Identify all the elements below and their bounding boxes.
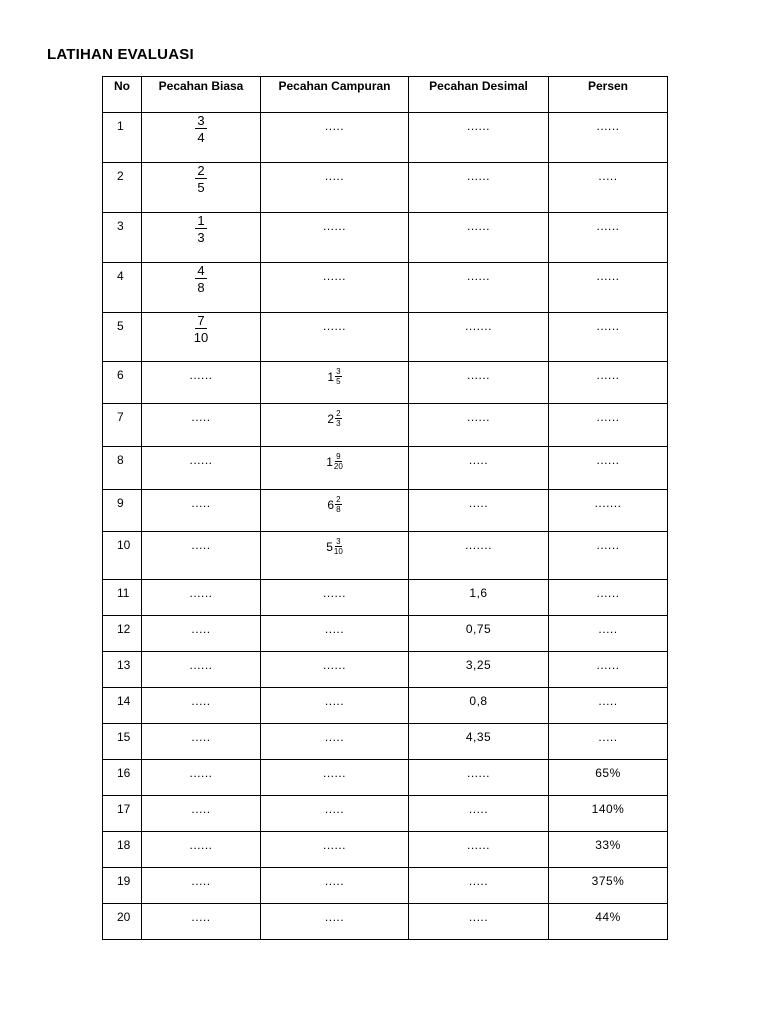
cell-value: ...... [596,658,620,672]
cell-value: ..... [598,694,618,708]
cell-value: 3,25 [465,658,492,672]
fraction-numerator: 2 [336,409,341,418]
cell-no: 19 [103,868,142,904]
cell-desimal [409,263,549,313]
cell-no: 14 [103,688,142,724]
cell-value: ...... [466,368,490,382]
cell-value: ...... [189,586,213,600]
cell-persen [549,688,668,724]
cell-persen [549,580,668,616]
cell-persen [549,616,668,652]
cell-value: 44% [595,910,621,924]
fraction-denominator: 10 [193,330,209,345]
cell-no: 11 [103,580,142,616]
cell-no: 1 [103,113,142,163]
cell-value: ...... [189,658,213,672]
table-row [103,580,668,616]
cell-value: ...... [596,410,620,424]
cell-persen [549,652,668,688]
table-row [103,263,668,313]
table-row [103,616,668,652]
cell-value: ..... [324,874,345,888]
table-row [103,724,668,760]
cell-desimal [409,362,549,404]
cell-persen [549,213,668,263]
cell-campuran [261,580,409,616]
table-row [103,163,668,213]
cell-campuran [261,490,409,532]
cell-value: ..... [598,730,618,744]
cell-no: 15 [103,724,142,760]
cell-biasa [142,263,261,313]
cell-campuran [261,760,409,796]
cell-desimal [409,163,549,213]
table-row [103,313,668,362]
cell-no: 5 [103,313,142,362]
cell-value: ..... [191,802,211,816]
header-pecahan-desimal: Pecahan Desimal [409,77,549,113]
cell-value: 140% [591,802,625,816]
cell-value: ...... [466,269,490,283]
cell-persen [549,362,668,404]
cell-persen [549,532,668,580]
cell-value: ..... [598,169,618,183]
cell-campuran [261,796,409,832]
cell-value: ..... [324,730,345,744]
fraction-numerator: 2 [197,163,205,178]
cell-desimal [409,760,549,796]
cell-campuran [261,362,409,404]
mixed-fraction [326,453,343,471]
cell-no: 6 [103,362,142,404]
cell-desimal [409,832,549,868]
cell-value: ....... [594,496,622,510]
cell-no: 8 [103,447,142,490]
mixed-fraction [327,410,341,428]
cell-desimal [409,580,549,616]
cell-persen [549,113,668,163]
table-row [103,688,668,724]
cell-campuran [261,832,409,868]
cell-persen [549,313,668,362]
cell-desimal [409,868,549,904]
cell-value: ...... [322,219,346,233]
table-row [103,760,668,796]
cell-desimal [409,652,549,688]
header-pecahan-biasa: Pecahan Biasa [142,77,261,113]
cell-value: ..... [324,119,345,133]
cell-biasa [142,760,261,796]
cell-value: ..... [468,874,489,888]
mixed-whole: 1 [326,455,333,469]
fraction [334,538,343,556]
cell-campuran [261,113,409,163]
fraction [335,496,341,514]
cell-biasa [142,580,261,616]
cell-value: ...... [466,838,490,852]
cell-value: ..... [191,538,211,552]
cell-desimal [409,724,549,760]
cell-value: ..... [324,802,345,816]
table-row [103,362,668,404]
cell-value: ..... [191,694,211,708]
cell-biasa [142,904,261,940]
cell-value: ...... [466,119,490,133]
cell-value: 65% [595,766,621,780]
cell-persen [549,904,668,940]
cell-biasa [142,213,261,263]
fraction [194,314,208,344]
cell-persen [549,760,668,796]
cell-biasa [142,313,261,362]
fraction-denominator: 10 [333,547,343,556]
cell-value: ...... [322,838,346,852]
cell-value: ....... [465,538,492,552]
cell-value: ..... [324,169,345,183]
cell-value: ...... [596,219,620,233]
cell-campuran [261,688,409,724]
mixed-fraction [327,368,341,386]
cell-value: 0,75 [465,622,492,636]
cell-desimal [409,313,549,362]
cell-campuran [261,213,409,263]
cell-value: ..... [191,622,211,636]
cell-no: 20 [103,904,142,940]
cell-desimal [409,113,549,163]
table-row [103,532,668,580]
cell-no: 16 [103,760,142,796]
table-row [103,213,668,263]
cell-biasa [142,652,261,688]
cell-desimal [409,532,549,580]
cell-value: ...... [596,119,620,133]
cell-value: ..... [191,874,211,888]
table-row [103,490,668,532]
header-pecahan-campuran: Pecahan Campuran [261,77,409,113]
evaluation-table [102,76,668,940]
fraction-numerator: 9 [336,452,341,461]
table-row [103,113,668,163]
cell-no: 3 [103,213,142,263]
cell-value: ..... [191,496,211,510]
cell-value: ..... [468,910,489,924]
cell-persen [549,163,668,213]
cell-no: 12 [103,616,142,652]
cell-biasa [142,688,261,724]
cell-value: 375% [591,874,625,888]
fraction-denominator: 8 [336,505,341,514]
cell-no: 13 [103,652,142,688]
cell-value: ...... [596,586,620,600]
fraction-numerator: 3 [336,367,341,376]
cell-biasa [142,404,261,447]
cell-value: ...... [322,586,346,600]
fraction-numerator: 3 [197,113,205,128]
cell-campuran [261,652,409,688]
mixed-whole: 2 [327,412,335,426]
cell-value: ..... [191,730,211,744]
table-row [103,832,668,868]
fraction-denominator: 5 [336,377,341,386]
fraction-denominator: 8 [197,280,205,295]
cell-value: ...... [596,319,620,333]
fraction [195,114,206,144]
fraction-denominator: 20 [333,462,343,471]
header-persen: Persen [549,77,668,113]
cell-persen [549,263,668,313]
cell-biasa [142,832,261,868]
cell-value: ..... [324,910,345,924]
cell-biasa [142,490,261,532]
cell-value: ...... [322,269,346,283]
cell-value: ..... [468,496,489,510]
cell-persen [549,832,668,868]
table-body [103,113,668,940]
cell-biasa [142,163,261,213]
cell-persen [549,447,668,490]
cell-campuran [261,404,409,447]
cell-persen [549,868,668,904]
table-row [103,652,668,688]
cell-value: ..... [468,453,489,467]
fraction [195,264,206,294]
mixed-whole: 5 [326,540,333,554]
cell-value: 33% [595,838,621,852]
fraction-numerator: 3 [336,537,341,546]
cell-desimal [409,688,549,724]
cell-persen [549,490,668,532]
cell-value: ...... [466,169,490,183]
cell-value: ...... [189,838,213,852]
cell-value: ...... [189,368,213,382]
cell-campuran [261,616,409,652]
cell-campuran [261,724,409,760]
cell-biasa [142,362,261,404]
cell-value: ...... [466,766,490,780]
fraction-denominator: 4 [197,130,205,145]
cell-value: ...... [466,219,490,233]
cell-value: ...... [322,766,346,780]
cell-campuran [261,532,409,580]
cell-no: 4 [103,263,142,313]
cell-value: ...... [189,766,213,780]
fraction-numerator: 4 [197,263,205,278]
cell-biasa [142,868,261,904]
table-header-row [103,77,668,113]
cell-value: ..... [191,910,211,924]
cell-biasa [142,447,261,490]
page-title: LATIHAN EVALUASI [47,46,194,63]
cell-value: ..... [598,622,618,636]
cell-value: ....... [465,319,492,333]
fraction-denominator: 5 [197,180,205,195]
cell-no: 10 [103,532,142,580]
cell-value: 0,8 [469,694,488,708]
cell-persen [549,404,668,447]
cell-value: ...... [596,538,620,552]
header-no: No [103,77,142,113]
fraction-numerator: 1 [197,213,205,228]
table-row [103,447,668,490]
fraction [334,453,343,471]
cell-biasa [142,616,261,652]
cell-desimal [409,404,549,447]
cell-campuran [261,313,409,362]
table-row [103,868,668,904]
fraction [195,164,206,194]
cell-desimal [409,616,549,652]
cell-value: ...... [596,269,620,283]
cell-biasa [142,532,261,580]
cell-desimal [409,213,549,263]
cell-desimal [409,490,549,532]
cell-value: ..... [191,410,211,424]
cell-campuran [261,868,409,904]
fraction [195,214,206,244]
cell-value: ..... [324,622,345,636]
cell-desimal [409,796,549,832]
cell-value: ...... [189,453,213,467]
cell-campuran [261,163,409,213]
cell-biasa [142,724,261,760]
fraction-denominator: 3 [336,419,341,428]
fraction [335,368,341,386]
table-row [103,796,668,832]
cell-no: 7 [103,404,142,447]
mixed-whole: 1 [327,370,335,384]
cell-value: ...... [596,368,620,382]
cell-persen [549,724,668,760]
cell-value: ...... [596,453,620,467]
table-row [103,904,668,940]
cell-campuran [261,904,409,940]
cell-desimal [409,904,549,940]
table-row [103,404,668,447]
cell-desimal [409,447,549,490]
cell-value: ...... [466,410,490,424]
fraction-numerator: 7 [197,313,205,328]
cell-value: ...... [322,319,346,333]
cell-value: ..... [468,802,489,816]
cell-value: ...... [322,658,346,672]
cell-no: 18 [103,832,142,868]
cell-campuran [261,263,409,313]
cell-persen [549,796,668,832]
fraction [335,410,341,428]
cell-biasa [142,113,261,163]
mixed-fraction [327,496,341,514]
cell-value: 1,6 [469,586,488,600]
cell-value: ..... [324,694,345,708]
cell-campuran [261,447,409,490]
fraction-denominator: 3 [197,230,205,245]
cell-biasa [142,796,261,832]
cell-no: 17 [103,796,142,832]
cell-no: 9 [103,490,142,532]
cell-no: 2 [103,163,142,213]
fraction-numerator: 2 [336,495,341,504]
mixed-fraction [326,538,343,556]
mixed-whole: 6 [327,498,335,512]
cell-value: 4,35 [465,730,492,744]
